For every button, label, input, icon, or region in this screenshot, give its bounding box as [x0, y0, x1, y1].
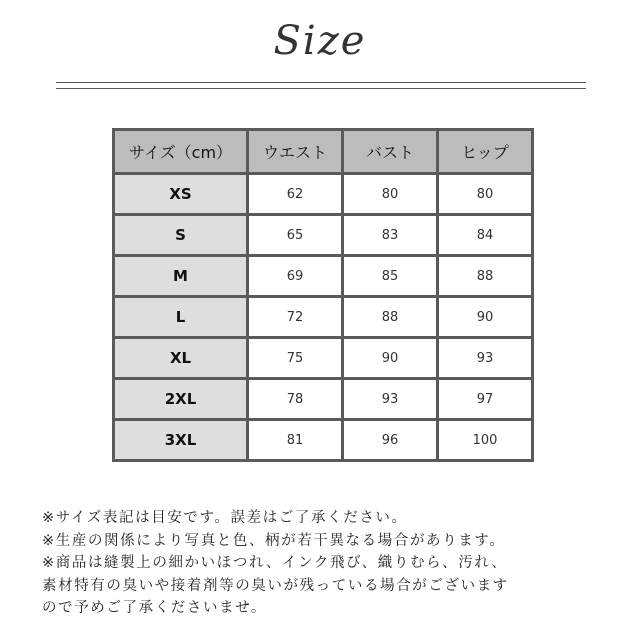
bust-value: 80: [344, 175, 436, 213]
note-line: ※サイズ表記は目安です。誤差はご了承ください。: [42, 510, 408, 526]
note-line: ※商品は縫製上の細かいほつれ、インク飛び、織りむら、汚れ、: [42, 555, 508, 571]
table-row: [115, 339, 531, 377]
table-row: [115, 257, 531, 295]
waist-value: 81: [249, 421, 341, 459]
table-row: [115, 298, 531, 336]
bust-value: 90: [344, 339, 436, 377]
waist-value: 75: [249, 339, 341, 377]
title-divider-top: [56, 82, 586, 83]
table-row: [115, 380, 531, 418]
notes-block: [42, 507, 622, 620]
bust-value: 93: [344, 380, 436, 418]
size-label: XL: [115, 339, 246, 377]
size-label: 3XL: [115, 421, 246, 459]
hip-value: 88: [439, 257, 531, 295]
hip-value: 97: [439, 380, 531, 418]
waist-value: 72: [249, 298, 341, 336]
size-label: M: [115, 257, 246, 295]
hip-value: 90: [439, 298, 531, 336]
note-line: 素材特有の臭いや接着剤等の臭いが残っている場合がございます: [42, 577, 509, 594]
title-divider-bottom: [56, 88, 586, 89]
table-row: [115, 216, 531, 254]
bust-value: 83: [344, 216, 436, 254]
bust-value: 85: [344, 257, 436, 295]
hip-value: 84: [439, 216, 531, 254]
size-label: L: [115, 298, 246, 336]
waist-value: 78: [249, 380, 341, 418]
page-title: Size: [273, 18, 367, 64]
note-line: ので予めご了承くださいませ。: [42, 600, 267, 616]
hip-value: 93: [439, 339, 531, 377]
hip-value: 80: [439, 175, 531, 213]
table-row: [115, 175, 531, 213]
header-hip: ヒップ: [439, 131, 531, 172]
header-bust: バスト: [344, 131, 436, 172]
waist-value: 62: [249, 175, 341, 213]
size-table: [112, 128, 534, 462]
table-header-row: [115, 131, 531, 172]
bust-value: 88: [344, 298, 436, 336]
size-label: S: [115, 216, 246, 254]
bust-value: 96: [344, 421, 436, 459]
note-line: ※生産の関係により写真と色、柄が若干異なる場合があります。: [42, 532, 506, 549]
waist-value: 65: [249, 216, 341, 254]
hip-value: 100: [439, 421, 531, 459]
header-waist: ウエスト: [249, 131, 341, 172]
size-label: XS: [115, 175, 246, 213]
size-label: 2XL: [115, 380, 246, 418]
table-row: [115, 421, 531, 459]
waist-value: 69: [249, 257, 341, 295]
header-size: サイズ（cm）: [115, 131, 246, 172]
